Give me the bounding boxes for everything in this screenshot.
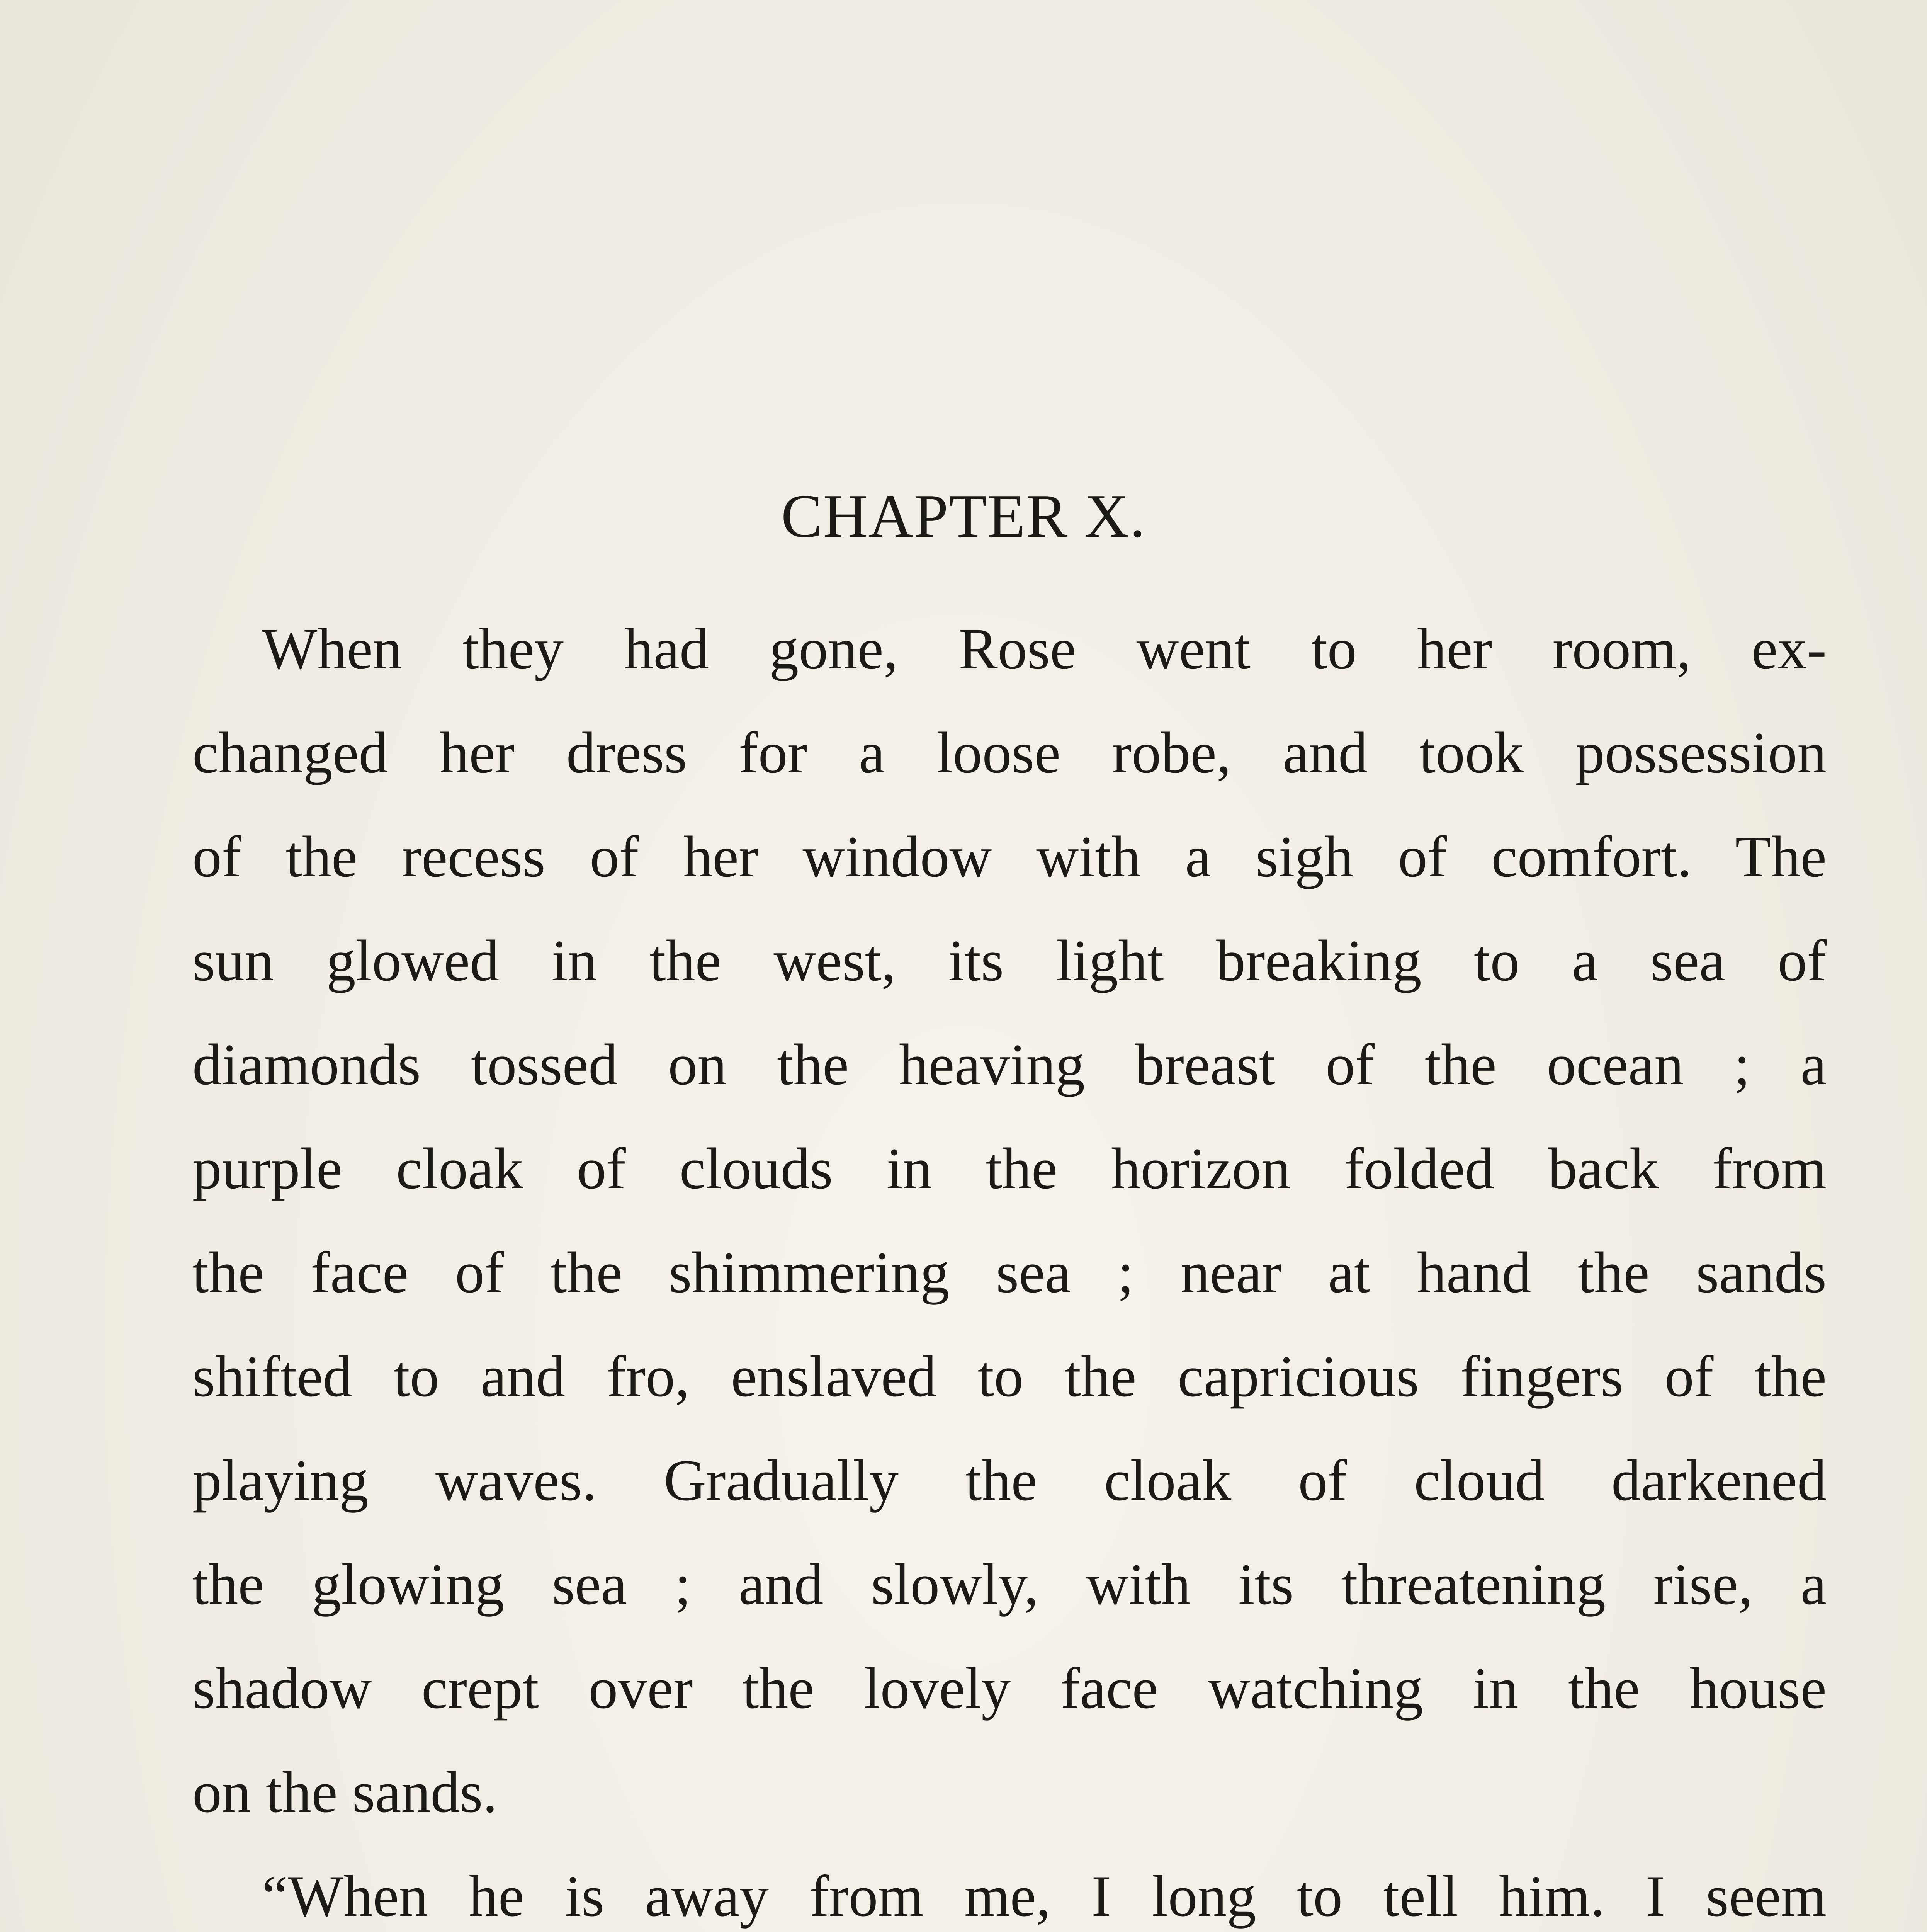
paragraph-2-line: “When he is away from me, I long to tell him. I seem <box>262 1864 1827 1929</box>
paragraph-1-line: changed her dress for a loose robe, and took possession <box>192 720 1827 785</box>
paragraph-1-line: playing waves. Gradually the cloak of cloud darkened <box>192 1448 1827 1513</box>
paragraph-1-line: diamonds tossed on the heaving breast of the ocean ; a <box>192 1032 1827 1097</box>
paragraph-1-line: sun glowed in the west, its light breaking to a sea of <box>192 928 1827 993</box>
body-text <box>192 597 1827 1932</box>
paragraph-1-line: on the sands. <box>192 1760 498 1825</box>
paragraph-1-line: of the recess of her window with a sigh of comfort. The <box>192 824 1827 889</box>
paragraph-1-line: the glowing sea ; and slowly, with its threatening rise, a <box>192 1552 1827 1617</box>
paragraph-1-line: shadow crept over the lovely face watching in the house <box>192 1656 1827 1721</box>
paragraph-1-line: When they had gone, Rose went to her room, ex- <box>262 616 1827 681</box>
chapter-title: CHAPTER X. <box>781 481 1146 550</box>
paragraph-1-line: the face of the shimmering sea ; near at hand the sands <box>192 1240 1827 1305</box>
paragraph-1-line: purple cloak of clouds in the horizon folded back from <box>192 1136 1827 1201</box>
paragraph-1-line: shifted to and fro, enslaved to the capricious fingers of the <box>192 1344 1827 1409</box>
